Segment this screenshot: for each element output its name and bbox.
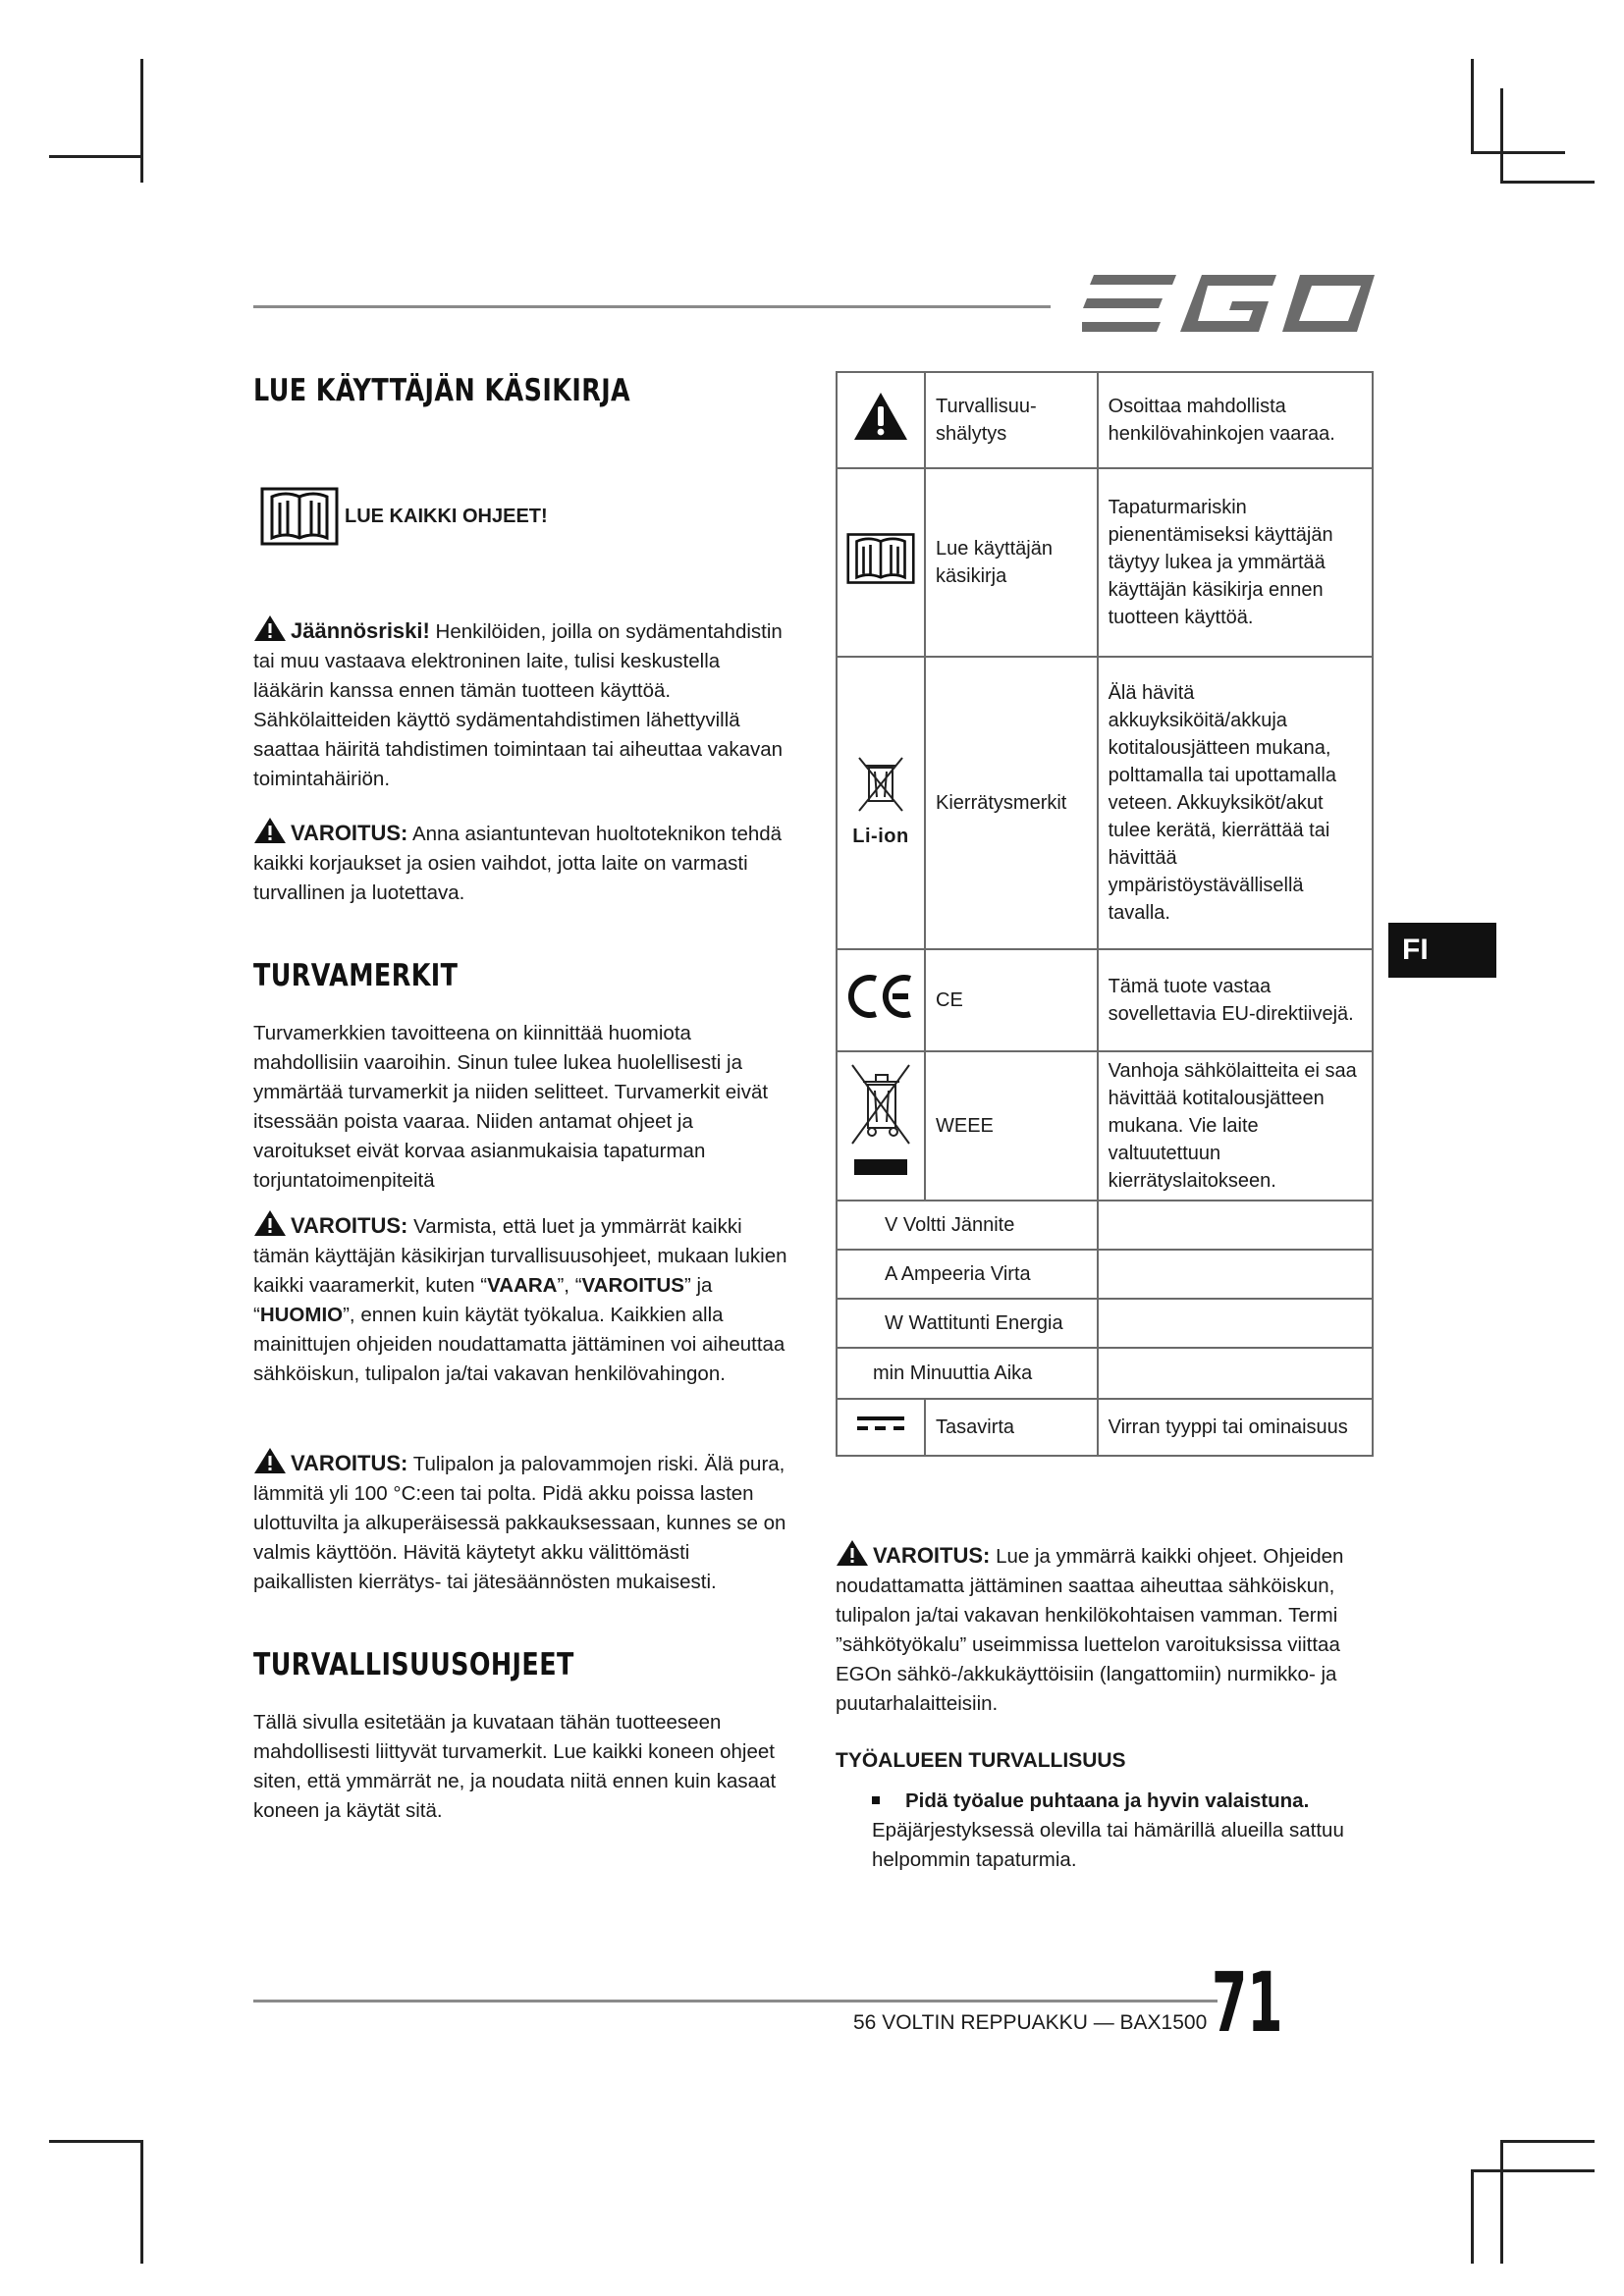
empty-cell <box>1098 1348 1373 1399</box>
crop-mark <box>1500 2140 1595 2143</box>
language-tab: FI <box>1388 923 1496 978</box>
unit-symbol: V <box>885 1214 898 1236</box>
empty-cell <box>1098 1250 1373 1299</box>
table-row <box>837 949 1373 1051</box>
symbol-description: Osoittaa mahdollista henkilövahinkojen vaaraa. <box>1098 372 1373 468</box>
header-rule <box>253 305 1051 308</box>
unit-cell <box>837 1348 1098 1399</box>
unit-text: Minuuttia Aika <box>909 1362 1033 1384</box>
warning-triangle-icon <box>836 1539 869 1567</box>
brand-logo <box>1082 273 1377 334</box>
table-row <box>837 1250 1373 1299</box>
manual-book-icon <box>846 530 915 587</box>
crop-mark <box>1471 2169 1474 2264</box>
unit-text: Ampeeria Virta <box>900 1263 1031 1285</box>
safety-symbols-table <box>836 371 1374 1457</box>
symbol-name: Kierrätysmerkit <box>925 657 1098 949</box>
crop-mark <box>1500 181 1595 184</box>
heading-safety-instructions: TURVALLISUUSOHJEET <box>253 1647 574 1682</box>
residual-risk-paragraph <box>253 614 788 794</box>
weee-bin-icon <box>850 1061 911 1183</box>
symbol-description: Tämä tuote vastaa sovellettavia EU-direktiivejä. <box>1098 949 1373 1051</box>
warning-triangle-icon <box>253 614 287 642</box>
unit-symbol: A <box>885 1263 897 1285</box>
bullet-square-icon <box>872 1796 880 1804</box>
footer-rule <box>253 2000 1218 2002</box>
symbol-name: Tasavirta <box>925 1399 1098 1456</box>
warning-text: ” ja “ <box>253 1274 713 1326</box>
safety-intro-paragraph: Tällä sivulla esitetään ja kuvataan tähän tuotteeseen mahdollisesti liittyvät turvamerkit. Lue kaikki koneen ohjeet siten, että ymmärrät ne, ja noudata niitä ennen kuin kasaat koneen ja käytät sitä. <box>253 1711 777 1822</box>
bullet-text: Epäjärjestyksessä olevilla tai hämärillä alueilla sattuu helpommin tapaturmia. <box>872 1819 1344 1871</box>
warning-label: VAROITUS: <box>291 821 408 845</box>
warning-text: ”, ennen kuin käytät työkalua. Kaikkien alla mainittujen ohjeiden noudattamatta jättäminen voi aiheuttaa sähköiskun, tulipalon ja/tai vakavan henkilövahingon. <box>253 1304 785 1385</box>
warning-read-all-paragraph <box>836 1539 1380 1719</box>
symbol-description: Tapaturmariskin pienentämiseksi käyttäjän täytyy lukea ja ymmärtää käyttäjän käsikirja ennen tuotteen käyttöä. <box>1098 468 1373 657</box>
crop-mark <box>140 2140 143 2264</box>
warning-triangle-icon <box>253 1209 287 1237</box>
unit-text: Voltti Jännite <box>902 1214 1015 1236</box>
signal-word-caution: HUOMIO <box>259 1304 344 1326</box>
li-ion-recycle-icon <box>855 756 906 815</box>
crop-mark <box>1500 88 1503 183</box>
li-ion-label: Li-ion <box>852 826 909 847</box>
warning-triangle-icon <box>253 817 287 844</box>
icon-cell <box>837 1051 925 1201</box>
warning-instructions-paragraph <box>253 1209 788 1389</box>
symbol-description: Vanhoja sähkölaitteita ei saa hävittää kotitalousjätteen mukana. Vie laite valtuutettuun kierrätyslaitokseen. <box>1098 1051 1373 1201</box>
warning-text: Tulipalon ja palovammojen riski. Älä pura, lämmitä yli 100 °C:een tai polta. Pidä akku poissa lasten ulottuvilta ja alkuperäisessä pakkauksessaan, kunnes se on valmis käyttöön. Hävitä käytetyt akku välittömästi paikallisten kierrätys- tai jätesäännösten mukaisesti. <box>253 1453 786 1593</box>
unit-cell <box>837 1250 1098 1299</box>
direct-current-icon <box>855 1413 906 1434</box>
symbol-name: Turvallisuu-shälytys <box>925 372 1098 468</box>
table-row <box>837 1399 1373 1456</box>
crop-mark <box>49 2140 143 2143</box>
read-all-row <box>260 485 548 548</box>
symbol-name: CE <box>925 949 1098 1051</box>
read-all-label: LUE KAIKKI OHJEET! <box>345 505 548 527</box>
unit-text: Wattitunti Energia <box>908 1312 1063 1334</box>
icon-cell <box>837 372 925 468</box>
warning-triangle-icon <box>253 1447 287 1474</box>
warning-label: VAROITUS: <box>291 1213 408 1238</box>
heading-read-manual: LUE KÄYTTÄJÄN KÄSIKIRJA <box>253 373 631 408</box>
crop-mark <box>140 59 143 183</box>
crop-mark <box>49 155 143 158</box>
residual-text: Henkilöiden, joilla on sydämentahdistin tai muu vastaava elektroninen laite, tulisi keskustella lääkärin kanssa ennen tämän tuotteen käyttöä. Sähkölaitteiden käyttö sydämentahdistimen lähettyvillä saattaa häiritä tahdistimen toimintaan tai aiheuttaa vakavan toimintahäiriön. <box>253 620 784 790</box>
signal-word-danger: VAARA <box>487 1274 558 1297</box>
empty-cell <box>1098 1201 1373 1250</box>
crop-mark <box>1471 151 1565 154</box>
symbol-name: Lue käyttäjän käsikirja <box>925 468 1098 657</box>
page-number: 71 <box>1212 1954 1283 2051</box>
warning-label: VAROITUS: <box>873 1543 991 1568</box>
empty-cell <box>1098 1299 1373 1348</box>
unit-symbol: min <box>873 1362 905 1384</box>
unit-cell <box>837 1201 1098 1250</box>
icon-cell <box>837 657 925 949</box>
warning-text: Lue ja ymmärrä kaikki ohjeet. Ohjeiden noudattamatta jättäminen saattaa aiheuttaa sähköiskun, tulipalon ja/tai vakavan henkilökohtaisen vamman. Termi ”sähkötyökalu” useimmissa luettelon varoituksissa viittaa EGOn sähkö-/akkukäyttöisiin (langattomiin) nurmikko- ja puutarhalaitteisiin. <box>836 1545 1344 1715</box>
footer-title: 56 VOLTIN REPPUAKKU — BAX1500 <box>853 2011 1208 2034</box>
warning-text: ”, “ <box>557 1274 582 1297</box>
crop-mark <box>1500 2140 1503 2264</box>
warning-fire-paragraph <box>253 1447 788 1597</box>
table-row <box>837 1051 1373 1201</box>
ego-logo-icon <box>1082 273 1377 334</box>
icon-cell <box>837 1399 925 1456</box>
bullet-item <box>872 1787 1382 1875</box>
symbol-name: WEEE <box>925 1051 1098 1201</box>
table-row <box>837 1299 1373 1348</box>
heading-safety-symbols: TURVAMERKIT <box>253 958 459 993</box>
residual-label: Jäännösriski! <box>291 618 430 643</box>
icon-cell <box>837 949 925 1051</box>
table-row <box>837 468 1373 657</box>
work-area-heading: TYÖALUEEN TURVALLISUUS <box>836 1749 1126 1772</box>
table-row <box>837 657 1373 949</box>
crop-mark <box>1471 2169 1595 2172</box>
symbol-description: Älä hävitä akkuyksiköitä/akkuja kotitalousjätteen mukana, polttamalla tai upottamalla veteen. Akkuyksiköt/akut tulee kerätä, kierrättää tai hävittää ympäristöystävällisellä tavalla. <box>1098 657 1373 949</box>
warning-triangle-icon <box>852 391 909 442</box>
warning-text: Anna asiantuntevan huoltoteknikon tehdä kaikki korjaukset ja osien vaihdot, jotta laite on varmasti turvallinen ja luotettava. <box>253 823 783 904</box>
unit-cell <box>837 1299 1098 1348</box>
symbol-description: Virran tyyppi tai ominaisuus <box>1098 1399 1373 1456</box>
manual-book-icon <box>260 485 339 548</box>
table-row <box>837 1348 1373 1399</box>
ce-mark-icon <box>845 970 916 1023</box>
symbols-intro-paragraph: Turvamerkkien tavoitteena on kiinnittää huomiota mahdollisiin vaaroihin. Sinun tulee lukea huolellisesti ja ymmärtää turvamerkit ja niiden selitteet. Turvamerkit eivät itsessään poista vaaraa. Niiden antamat ohjeet ja varoitukset eivät korvaa asianmukaisia tapaturman torjuntatoimenpiteitä <box>253 1022 769 1192</box>
table-row <box>837 1201 1373 1250</box>
crop-mark <box>1471 59 1474 153</box>
warning-repairs-paragraph <box>253 817 788 908</box>
table-row <box>837 372 1373 468</box>
unit-symbol: W <box>885 1312 903 1334</box>
icon-cell <box>837 468 925 657</box>
signal-word-warning: VAROITUS <box>581 1274 684 1297</box>
bullet-bold: Pidä työalue puhtaana ja hyvin valaistuna. <box>905 1789 1310 1812</box>
warning-text: Varmista, että luet ja ymmärrät kaikki tämän käyttäjän käsikirjan turvallisuusohjeet, mukaan lukien kaikki vaaramerkit, kuten “ <box>253 1215 787 1297</box>
warning-label: VAROITUS: <box>291 1451 408 1475</box>
